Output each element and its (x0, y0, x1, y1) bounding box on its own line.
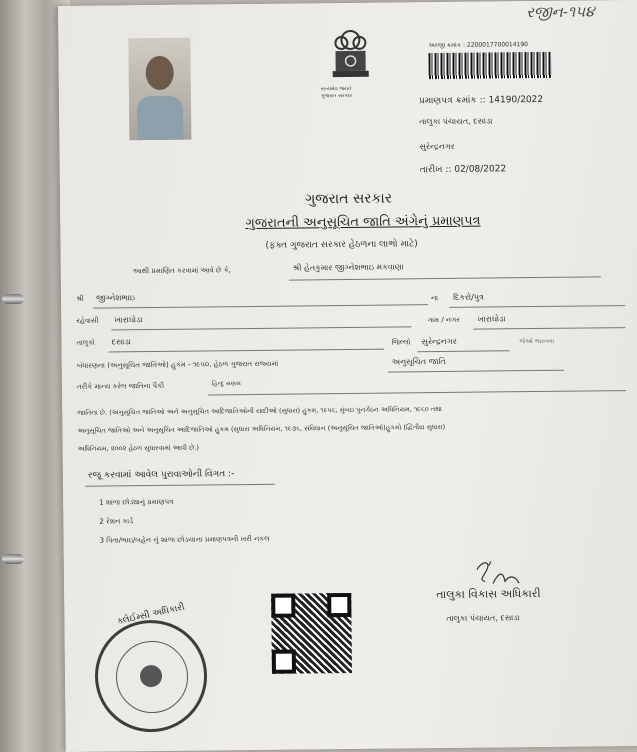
officer-office: તાલુકા પંચાયત, દસાડા (446, 613, 520, 623)
emblem-caption: ગુજરાત સરકાર (320, 92, 353, 100)
relation-prefix: ના (431, 294, 439, 303)
father-name: જીગ્નેશભાઇ (96, 293, 136, 303)
holder-name: શ્રી હેતકુમાર જીગ્નેશભાઇ મકવાણા (292, 262, 404, 273)
category-value: અનુસૂચિત જાતિ (391, 356, 446, 367)
order-text: બંધારણના (અનુસૂચિત જાતિઓ) હુકમ - ૧૯૫૦, હેઠળ ગુજરાત રાજ્યમાં (76, 359, 279, 370)
district-label: જિલ્લો (391, 338, 411, 347)
caste-line (208, 390, 626, 395)
resident-value: ખારાઘોડા (114, 315, 143, 325)
district-header: સુરેન્દ્રનગર (419, 141, 455, 152)
binder-ring (2, 554, 24, 564)
relation-line (449, 305, 625, 308)
certificate-number: પ્રમાણપત્ર ક્રમાંક :: 14190/2022 (418, 94, 544, 107)
certify-prefix: આથી પ્રમાણિત કરવામાં આવે છે કે, (132, 266, 231, 276)
certificate-title: ગુજરાતની અનુસૂચિત જાતિ અંગેનું પ્રમાણપત્ર (245, 213, 481, 232)
caste-value: હિન્દુ સણસ (211, 380, 241, 388)
state-note: જેઓ ભારતના (519, 337, 555, 346)
paragraph-line-2: અનુસૂચિત જાતિઓ અને અનુસૂચિત આદિજાતિઓ હુકમ (સુધારા અધિનિયમ, ૧૯૭૬, સંવિધાન (અનુસૂચિત જાતિઓ)હુકમો (દ્વિતીય સુધારા) (77, 422, 446, 435)
documents-heading-line (85, 484, 275, 487)
issuing-office: તાલુકા પંચાયત, દસાડા (419, 116, 493, 127)
photo-face (146, 56, 174, 90)
officer-title: તાલુકા વિકાસ અધિકારી (436, 586, 541, 602)
documents-heading: રજૂ કરવામાં આવેલ પુરાવાઓની વિગત :- (87, 469, 235, 481)
document-item: 1 શાળા છોડ્યાનું પ્રમાણપત્ર (99, 497, 174, 507)
binder-ring (2, 294, 24, 304)
relation-value: દિકરો/પુત્ર (453, 292, 484, 302)
corner-note: રજીન-૧૫૪ (525, 2, 595, 22)
holder-name-line (289, 276, 601, 280)
resident-line (111, 326, 411, 330)
stamp-text: ક્લેઈમ્સી અધિકારી (116, 602, 186, 628)
national-emblem (320, 27, 381, 88)
father-prefix: શ્રી (76, 294, 84, 303)
photo-shirt (137, 96, 183, 140)
village-line (473, 327, 625, 330)
stamp-center (140, 665, 162, 687)
barcode (429, 52, 552, 79)
certificate-page (58, 0, 637, 752)
certificate-subtitle: (ફક્ત ગુજરાત સરકાર હેઠળના લાભો માટે) (265, 239, 418, 251)
resident-label: રહેવાસી (76, 316, 99, 325)
caste-prefix: તરીકે માન્ય કરેલ જાતિના પૈકી (76, 381, 165, 391)
taluka-label: તાલુકો (76, 338, 95, 347)
document-item: 3 પિતા/ભાઇ/બહેન નું શાળા છોડયાના પ્રમાણપત્રની ખરી નકલ (99, 534, 270, 545)
qr-code (271, 593, 352, 674)
official-stamp (94, 619, 207, 732)
father-name-line (93, 304, 428, 309)
district-value: સુરેન્દ્રનગર (421, 336, 457, 347)
district-line (418, 350, 510, 352)
document-item: 2 રેશન કાર્ડ (99, 517, 134, 526)
paragraph-line-3: અધિનિયમ, ૨૦૦૨ હેઠળ સુધારવામાં આવી છે.) (77, 443, 199, 453)
applicant-photo (128, 38, 191, 141)
emblem-motto: સત્યમેવ જયતે (320, 85, 352, 93)
application-number: અરજી ક્રમાંક : 2200017700014190 (428, 41, 529, 50)
village-value: ખારાઘોડા (477, 314, 506, 324)
paragraph-line-1: જાતિના છે. (અનુસૂચિત જાતિઓ અને અનુસૂચિત આદિજાતિઓની યાદીઓ (સુધારા) હુકમ, ૧૯૫૬, મુંબઇ પુનર્ગઠન અધિનિયમ, ૧૯૬૦ તથા (77, 405, 442, 417)
category-line (388, 370, 564, 373)
taluka-line (109, 349, 384, 353)
village-label: ગામ / નગર (427, 315, 460, 325)
issue-date: તારીખ :: 02/08/2022 (419, 164, 507, 176)
government-heading: ગુજરાત સરકાર (304, 190, 393, 208)
taluka-value: દસાડા (111, 337, 131, 347)
